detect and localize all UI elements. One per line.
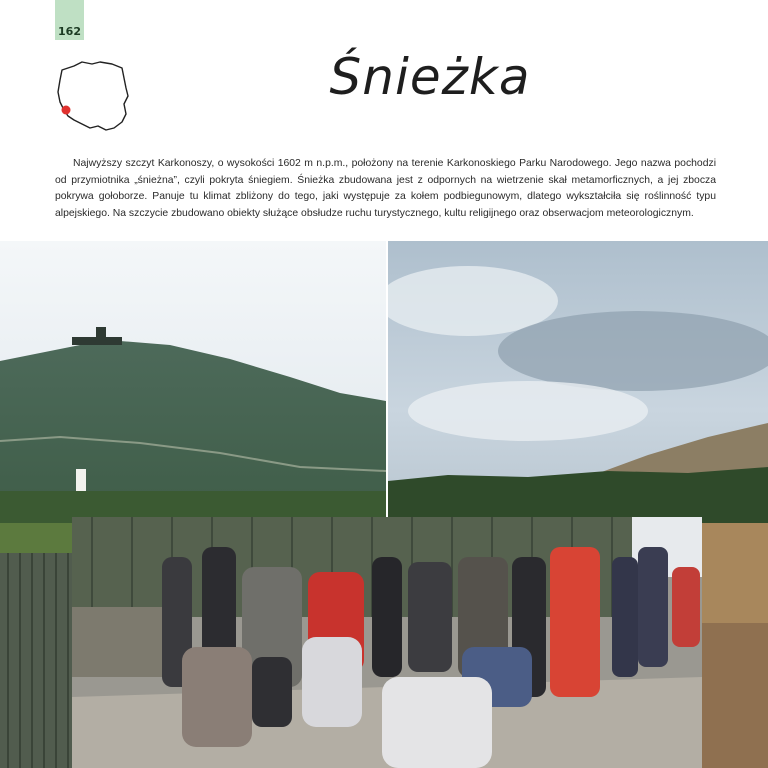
group-photo bbox=[72, 517, 702, 768]
poland-map-icon bbox=[52, 58, 132, 134]
cloudy-hill-photo bbox=[388, 241, 768, 523]
page-number: 162 bbox=[55, 0, 84, 40]
location-dot-icon bbox=[62, 106, 71, 115]
dry-grass-strip-photo bbox=[702, 523, 768, 768]
fence-strip-photo bbox=[0, 523, 72, 768]
mountain-photo bbox=[0, 241, 386, 523]
page-title: Śnieżka bbox=[329, 48, 531, 106]
description-paragraph: Najwyższy szczyt Karkonoszy, o wysokości 1602 m n.p.m., położony na terenie Karkonoskiego Parku Narodowego. Jego nazwa pochodzi od przymiotnika „śnieżna”, czyli pokryta śniegiem. Śnieżka zbudowana jest z odpornych na wietrzenie skał metamorficznych, a jej zbocza pokrywa gołoborze. Panuje tu klimat zbliżony do tego, jaki występuje za kołem podbiegunowym, dlatego wykształciła się roślinność typu alpejskiego. Na szczycie zbudowano obiekty służące obsłudze ruchu turystycznego, kultu religijnego oraz obserwacjom meteorologicznym. bbox=[55, 158, 716, 219]
